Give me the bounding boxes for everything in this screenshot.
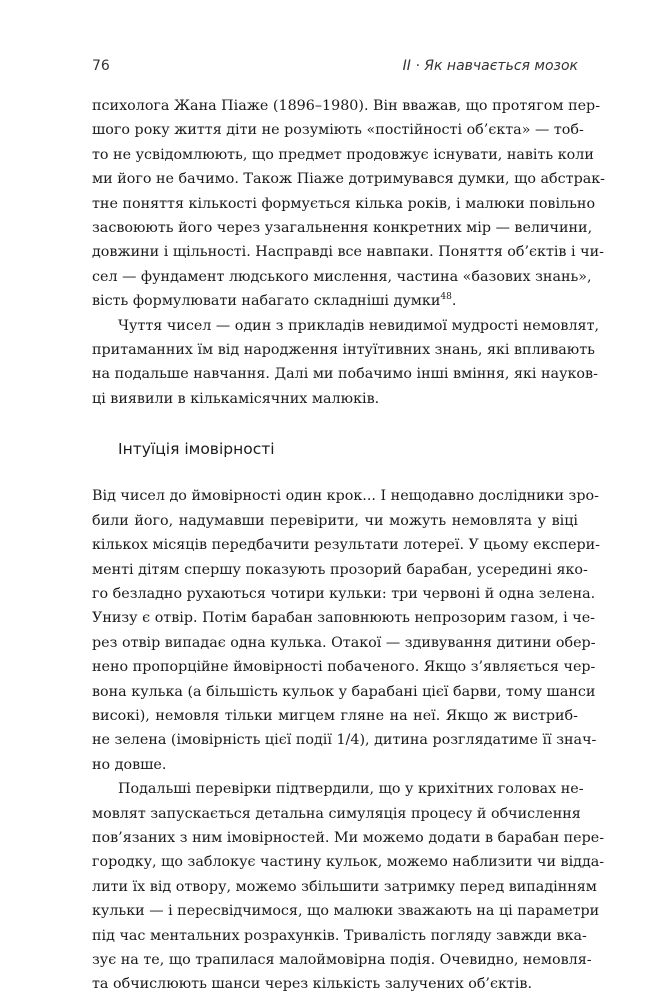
text-line: не зелена (імовірність цієї події 1/4), дитина розглядатиме її знач-: [92, 732, 597, 749]
text-line: Чуття чисел — один з прикладів невидимої мудрості немовлят,: [118, 317, 600, 334]
body-text: [92, 94, 606, 997]
page-number: 76: [92, 58, 110, 74]
text-line: та обчислюють шанси через кількість залучених об’єктів.: [92, 976, 532, 993]
section-heading: Інтуїція імовірності: [118, 440, 275, 459]
text-line: на подальше навчання. Далі ми побачимо інші вміння, які науков-: [92, 366, 598, 383]
running-head: ІІ · Як навчається мозок: [402, 58, 578, 74]
text-line: то не усвідомлюють, що предмет продовжує існувати, навіть коли: [92, 146, 594, 163]
text-line: но довше.: [92, 756, 167, 773]
text-line: ці виявили в кількамісячних малюків.: [92, 390, 380, 407]
text-line: пов’язаних з ним імовірностей. Ми можемо додати в барабан пере-: [92, 829, 605, 846]
text-line: рез отвір випадає одна кулька. Отакої — здивування дитини обер-: [92, 634, 596, 651]
text-line-tail: .: [451, 293, 457, 310]
text-line: нено пропорційне ймовірності побаченого. Якщо з’являється чер-: [92, 659, 596, 676]
text-line: Від чисел до ймовірності один крок... І нещодавно дослідники зро-: [92, 488, 599, 505]
text-line: кількох місяців передбачити результати лотереї. У цьому експери-: [92, 537, 600, 554]
text-line: сел — фундамент людського мислення, частина «базових знань»,: [92, 268, 592, 285]
text-line: шого року життя діти не розуміють «постійності об’єкта» — тоб-: [92, 122, 584, 139]
paragraph-2: [92, 314, 600, 412]
footnote-marker: 48: [440, 292, 452, 303]
text-line: менті дітям спершу показують прозорий барабан, усередині яко-: [92, 561, 588, 578]
text-line: засвоюють його через узагальнення конкретних мір — величини,: [92, 220, 593, 237]
text-line: кульки — і пересвідчимося, що малюки зважають на ці параметри: [92, 903, 600, 920]
text-line: мовлят запускається детальна симуляція процесу й обчислення: [92, 805, 581, 822]
paragraph-3: [92, 484, 600, 777]
paragraph-4: [92, 777, 605, 997]
text-line: під час ментальних розрахунків. Тривалість погляду завжди вка-: [92, 927, 587, 944]
text-line-content: вість формулювати набагато складніші думки: [92, 293, 441, 310]
page-header: [92, 58, 578, 78]
text-line: били його, надумавши перевірити, чи можуть немовлята у віці: [92, 512, 578, 529]
text-line: високі), немовля тільки мигцем гляне на неї. Якщо ж вистриб-: [92, 707, 578, 724]
text-line: лити їх від отвору, можемо збільшити затримку перед випадінням: [92, 878, 597, 895]
text-line: ми його не бачимо. Також Піаже дотримувався думки, що абстрак-: [92, 171, 606, 188]
text-line: тне поняття кількості формується кілька років, і малюки повільно: [92, 195, 596, 212]
text-line: Унизу є отвір. Потім барабан заповнюють непрозорим газом, і че-: [92, 610, 595, 627]
text-line: притаманних їм від народження інтуїтивних знань, які впливають: [92, 342, 595, 359]
text-line: городку, що заблокує частину кульок, можемо наблизити чи відда-: [92, 854, 605, 871]
text-line: довжини і щільності. Насправді все навпаки. Поняття об’єктів і чи-: [92, 244, 604, 261]
text-line: вона кулька (а більшість кульок у барабані цієї барви, тому шанси: [92, 683, 596, 700]
text-line: го безладно рухаються чотири кульки: три червоні й одна зелена.: [92, 585, 596, 602]
paragraph-1: [92, 94, 606, 314]
text-line: психолога Жана Піаже (1896–1980). Він вважав, що протягом пер-: [92, 98, 601, 114]
text-line: зує на те, що трапилася малоймовірна подія. Очевидно, немовля-: [92, 952, 592, 968]
text-line: Подальші перевірки підтвердили, що у крихітних головах не-: [118, 781, 584, 798]
text-line: [92, 289, 578, 313]
